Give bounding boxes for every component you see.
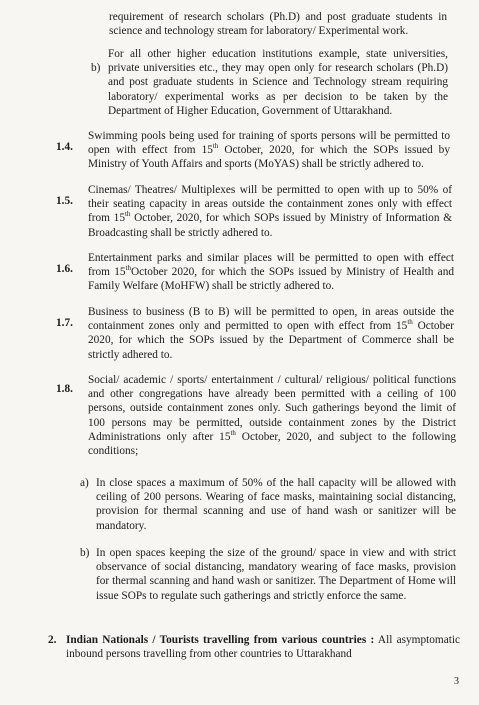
section-1-5-paragraph: Cinemas/ Theatres/ Multiplexes will be permitted to open with up to 50% of their seating capacity in areas outside the containment zones only with effect from 15th October, 2020, for which SOPs issued by Ministry of Information & Broadcasting shall be strictly adhered to. [88, 184, 452, 239]
section-1-6-paragraph: Entertainment parks and similar places will be permitted to open with effect from 15thOctober 2020, for which the SOPs issued by Ministry of Health and Family Welfare (MoHFW) shall be strictly adhered to. [88, 252, 454, 293]
section-1-6-number: 1.6. [56, 263, 73, 275]
item-b-marker: b) [91, 62, 101, 74]
condition-b-marker: b) [80, 547, 90, 559]
intro-paragraph: requirement of research scholars (Ph.D) and post graduate students in science and technology stream for laboratory/ Experimental work. [109, 11, 447, 38]
section-1-8-paragraph: Social/ academic / sports/ entertainment / cultural/ religious/ political functions and other congregations have already been permitted with a ceiling of 100 persons, outside containment zones only. Such gatherings beyond the limit of 100 persons may be permitted, outside containment zones by the District Administrations only after 15th October, 2020, and subject to the following conditions; [88, 374, 456, 458]
section-1-7-paragraph: Business to business (B to B) will be permitted to open, in areas outside the containment zones only and permitted to open with effect from 15th October 2020, for which the SOPs issued by the Department of Commerce shall be strictly adhered to. [88, 306, 454, 361]
item-b-paragraph: For all other higher education institutions example, state universities, private universities etc., they may open only for research scholars (Ph.D) and post graduate students in Science and Technology stream requiring laboratory/ experimental works as per decision to be taken by the Department of Higher Education, Government of Uttarakhand. [108, 48, 448, 117]
condition-b-paragraph: In open spaces keeping the size of the ground/ space in view and with strict observance of social distancing, mandatory wearing of face masks, provision for thermal scanning and hand wash or sanitizer. The Department of Home will issue SOPs to regulate such gatherings and strictly enforce the same. [96, 547, 456, 602]
section-2-heading: Indian Nationals / Tourists travelling from various countries : [66, 634, 375, 646]
section-1-7-number: 1.7. [56, 317, 73, 329]
section-2-number: 2. [48, 634, 57, 646]
section-1-4-paragraph: Swimming pools being used for training of sports persons will be permitted to open with effect from 15th October, 2020, for which the SOPs issued by Ministry of Youth Affairs and sports (MoYAS) shall be strictly adhered to. [88, 130, 450, 171]
section-1-5-number: 1.5. [56, 195, 73, 207]
section-1-4-number: 1.4. [56, 141, 73, 153]
section-2-paragraph: Indian Nationals / Tourists travelling from various countries : All asymptomatic inbound persons travelling from other countries to Uttarakhand [66, 634, 460, 661]
condition-a-marker: a) [80, 477, 89, 489]
page-number: 3 [454, 676, 459, 687]
condition-a-paragraph: In close spaces a maximum of 50% of the hall capacity will be allowed with ceiling of 200 persons. Wearing of face masks, maintaining social distancing, provision for thermal scanning and use of hand wash or sanitizer will be mandatory. [96, 477, 456, 532]
section-1-8-number: 1.8. [56, 383, 73, 395]
